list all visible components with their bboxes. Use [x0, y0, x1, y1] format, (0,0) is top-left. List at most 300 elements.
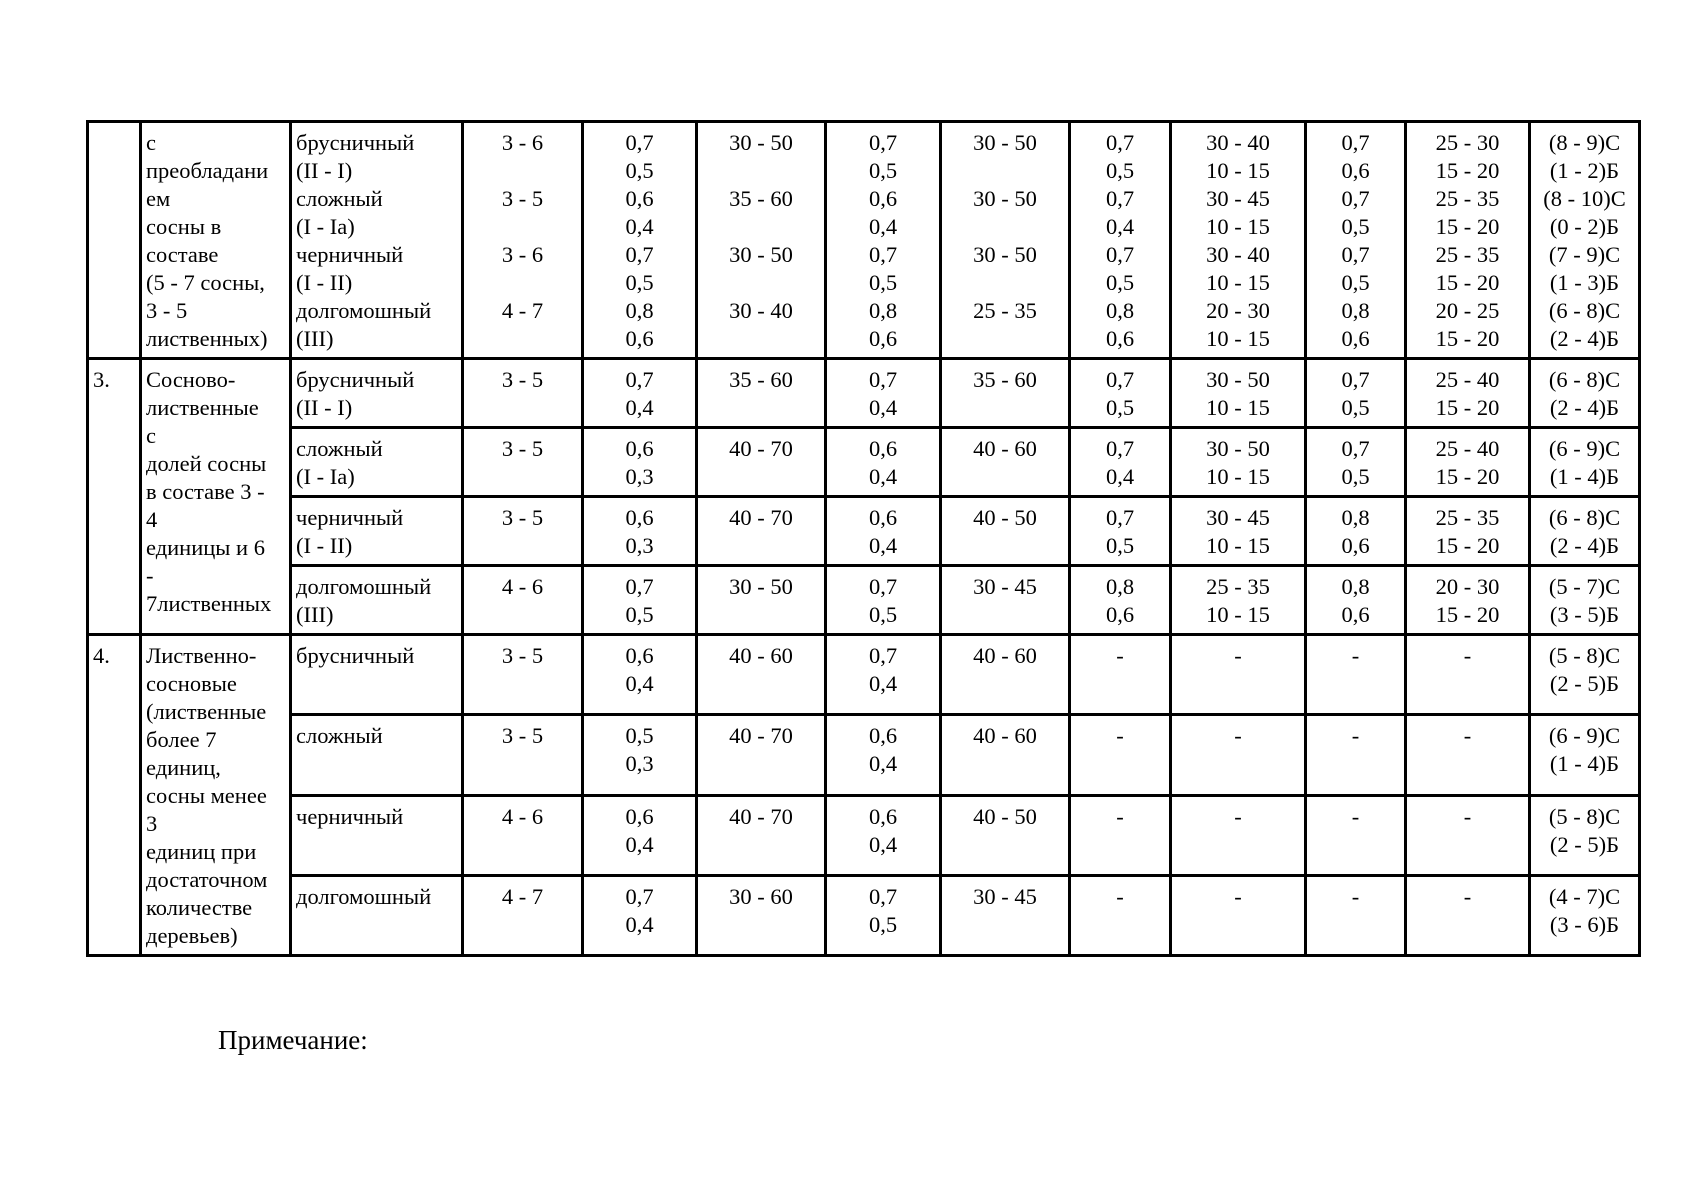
cell-line: 15 - 20 — [1435, 533, 1500, 558]
cell-line: сосны в — [146, 214, 222, 239]
cell-line: 0,7 — [1341, 436, 1370, 461]
cell-line: деревьев) — [146, 923, 238, 948]
cell-line: 3 - 6 — [501, 130, 544, 155]
cell-line: 0,4 — [1105, 464, 1135, 489]
row-number: 4. — [93, 643, 110, 668]
density-1-cell — [583, 795, 697, 875]
cell-line — [702, 269, 820, 297]
cell-line: 40 - 70 — [729, 436, 793, 461]
cell-line: черничный — [296, 505, 404, 530]
cell-line: 0,4 — [625, 831, 654, 857]
density-1-cell — [583, 566, 697, 635]
cell-line: 0,7 — [868, 242, 898, 267]
cell-line: 0,5 — [625, 602, 654, 627]
cell-line: 4 - 6 — [501, 803, 544, 829]
cell-line: 0,5 — [868, 270, 898, 295]
cell-line: 0,4 — [868, 395, 898, 420]
cell-line: 25 - 40 — [1435, 436, 1500, 461]
density-1-cell — [583, 635, 697, 715]
cell-line: брусничный — [296, 130, 415, 155]
cell-line: - — [1116, 643, 1124, 668]
composition-cell — [1530, 428, 1640, 497]
cell-line: (6 - 8)С — [1548, 298, 1621, 323]
cell-line: 0,5 — [1105, 270, 1135, 295]
density-3-cell — [1070, 497, 1171, 566]
cell-line: 0,7 — [625, 574, 654, 599]
cell-line: брусничный — [296, 643, 415, 668]
cell-line: 0,6 — [868, 326, 898, 351]
cell-line: (лиственные — [146, 699, 267, 724]
cell-line — [468, 325, 577, 353]
cell-line: 0,7 — [1105, 436, 1135, 461]
cell-line: 30 - 40 — [729, 298, 793, 323]
range-3-cell — [1171, 566, 1306, 635]
cell-line: 0,7 — [868, 367, 898, 392]
forest-type-cell — [291, 497, 463, 566]
table-row — [88, 428, 1640, 497]
cell-line: - — [1351, 883, 1360, 909]
cell-line: 30 - 45 — [973, 574, 1037, 599]
composition-cell — [1530, 795, 1640, 875]
cell-line: (2 - 4)Б — [1549, 533, 1620, 558]
cell-line: сосны менее — [146, 783, 267, 808]
table-row — [88, 715, 1640, 795]
cell-line: (I - Ia) — [296, 464, 355, 489]
cell-line: 0,8 — [1105, 298, 1135, 323]
table-row — [88, 122, 1640, 359]
cell-line — [946, 269, 1064, 297]
cell-line: 0,5 — [1341, 214, 1370, 239]
cell-line: долгомошный — [296, 883, 432, 909]
range-1-cell — [697, 795, 826, 875]
range-3-cell — [1171, 359, 1306, 428]
cell-line: (II - I) — [296, 395, 353, 420]
cell-line: 40 - 60 — [973, 436, 1037, 461]
cell-line: 0,5 — [625, 723, 654, 749]
cell-line: 10 - 15 — [1206, 214, 1270, 239]
cell-line: Лиственно- — [146, 643, 257, 668]
cell-line: 3 - 5 — [501, 723, 544, 749]
range-3-cell — [1171, 715, 1306, 795]
density-4-cell — [1306, 795, 1406, 875]
cell-line: 0,6 — [868, 186, 898, 211]
cell-line: 0,6 — [625, 436, 654, 461]
cell-line: 0,4 — [625, 671, 654, 696]
cell-line: 10 - 15 — [1206, 270, 1270, 295]
cell-line: (1 - 4)Б — [1549, 751, 1620, 777]
cell-line: 0,6 — [1105, 326, 1135, 351]
cell-line: 15 - 20 — [1435, 326, 1500, 351]
cell-line: 0,4 — [625, 214, 654, 239]
cell-line: 0,6 — [1105, 602, 1135, 627]
forest-type-cell — [291, 875, 463, 955]
cell-line: 0,4 — [625, 395, 654, 420]
table-row — [88, 635, 1640, 715]
cell-line: (8 - 9)С — [1548, 130, 1621, 155]
cell-line: 0,5 — [868, 911, 898, 937]
cell-line: составе — [146, 242, 219, 267]
cell-line: 0,4 — [868, 464, 898, 489]
cell-line: 0,5 — [1105, 158, 1135, 183]
cell-line: (III) — [296, 326, 334, 351]
cell-line: 0,6 — [1341, 602, 1370, 627]
cell-line: ем — [146, 186, 171, 211]
cell-line: - — [1116, 883, 1124, 909]
cell-line: 20 - 25 — [1435, 298, 1500, 323]
composition-cell — [1530, 497, 1640, 566]
density-3-cell — [1070, 875, 1171, 955]
density-3-cell — [1070, 566, 1171, 635]
age-cell — [463, 875, 583, 955]
forest-type-cell — [291, 428, 463, 497]
forest-type-cell — [291, 635, 463, 715]
density-1-cell — [583, 875, 697, 955]
density-3-cell — [1070, 122, 1171, 359]
cell-line: более 7 — [146, 727, 217, 752]
cell-line: (II - I) — [296, 158, 353, 183]
cell-line: 30 - 45 — [1206, 186, 1270, 211]
cell-line: 15 - 20 — [1435, 270, 1500, 295]
cell-line: 10 - 15 — [1206, 326, 1270, 351]
row-number-cell — [88, 635, 141, 956]
cell-line: 0,8 — [1341, 574, 1370, 599]
cell-line: 40 - 70 — [729, 505, 793, 530]
range-3-cell — [1171, 122, 1306, 359]
cell-line: 35 - 60 — [729, 367, 793, 392]
cell-line: (3 - 5)Б — [1549, 602, 1620, 627]
cell-line: (6 - 8)С — [1548, 505, 1621, 530]
range-4-cell — [1406, 795, 1530, 875]
cell-line: - — [1351, 803, 1360, 829]
range-2-cell — [941, 497, 1070, 566]
table-row — [88, 497, 1640, 566]
cell-line: (8 - 10)С — [1543, 186, 1626, 211]
density-4-cell — [1306, 497, 1406, 566]
forest-type-cell — [291, 122, 463, 359]
age-cell — [463, 359, 583, 428]
cell-line — [468, 213, 577, 241]
range-2-cell — [941, 875, 1070, 955]
cell-line: 0,6 — [625, 186, 654, 211]
stand-type-cell — [141, 635, 291, 956]
cell-line: 10 - 15 — [1206, 602, 1270, 627]
cell-line: 0,7 — [1341, 130, 1370, 155]
density-2-cell — [826, 428, 941, 497]
range-1-cell — [697, 359, 826, 428]
cell-line: 25 - 30 — [1435, 130, 1500, 155]
cell-line: 3 - 5 — [501, 186, 544, 211]
cell-line — [946, 325, 1064, 353]
density-4-cell — [1306, 635, 1406, 715]
density-4-cell — [1306, 875, 1406, 955]
cell-line: 0,7 — [1341, 242, 1370, 267]
range-2-cell — [941, 428, 1070, 497]
range-3-cell — [1171, 428, 1306, 497]
cell-line: - — [1116, 803, 1124, 829]
cell-line: (I - Ia) — [296, 214, 355, 239]
cell-line: 0,7 — [868, 883, 898, 909]
density-3-cell — [1070, 635, 1171, 715]
range-3-cell — [1171, 497, 1306, 566]
cell-line: 3 - 5 — [501, 436, 544, 461]
cell-line: 0,7 — [625, 130, 654, 155]
cell-line: (I - II) — [296, 533, 353, 558]
cell-line: (3 - 6)Б — [1549, 911, 1620, 937]
row-number-cell — [88, 122, 141, 359]
table-row — [88, 566, 1640, 635]
cell-line: 0,6 — [625, 803, 654, 829]
cell-line: 30 - 40 — [1206, 130, 1270, 155]
cell-line: 10 - 15 — [1206, 395, 1270, 420]
cell-line: (7 - 9)С — [1548, 242, 1621, 267]
composition-cell — [1530, 715, 1640, 795]
cell-line: 0,7 — [868, 574, 898, 599]
cell-line: - — [1234, 723, 1242, 749]
range-4-cell — [1406, 715, 1530, 795]
cell-line: единиц, — [146, 755, 221, 780]
cell-line: 25 - 35 — [1435, 242, 1500, 267]
cell-line: сосновые — [146, 671, 237, 696]
cell-line: 0,7 — [1105, 242, 1135, 267]
cell-line: 0,4 — [868, 751, 898, 777]
cell-line: 0,7 — [625, 242, 654, 267]
cell-line: (1 - 2)Б — [1549, 158, 1620, 183]
cell-line: 40 - 70 — [729, 803, 793, 829]
range-1-cell — [697, 122, 826, 359]
cell-line: 0,5 — [1105, 395, 1135, 420]
cell-line: 15 - 20 — [1435, 214, 1500, 239]
cell-line: 0,6 — [625, 505, 654, 530]
cell-line: 0,7 — [1341, 367, 1370, 392]
cell-line: 30 - 50 — [1206, 436, 1270, 461]
cell-line: 10 - 15 — [1206, 533, 1270, 558]
density-1-cell — [583, 359, 697, 428]
cell-line: - — [1463, 803, 1472, 829]
cell-line: - — [1234, 643, 1242, 668]
cell-line: 40 - 50 — [973, 505, 1037, 530]
range-1-cell — [697, 635, 826, 715]
cell-line: 10 - 15 — [1206, 158, 1270, 183]
range-1-cell — [697, 428, 826, 497]
cell-line: 0,4 — [868, 671, 898, 696]
cell-line: 0,6 — [868, 505, 898, 530]
density-2-cell — [826, 715, 941, 795]
cell-line: долей сосны — [146, 451, 267, 476]
range-2-cell — [941, 566, 1070, 635]
cell-line: (5 - 7)С — [1548, 574, 1621, 599]
cell-line: в составе 3 - — [146, 479, 265, 504]
composition-cell — [1530, 635, 1640, 715]
cell-line: 25 - 35 — [1435, 505, 1500, 530]
cell-line: 25 - 35 — [973, 298, 1037, 323]
range-1-cell — [697, 875, 826, 955]
density-4-cell — [1306, 566, 1406, 635]
cell-line: 25 - 35 — [1206, 574, 1270, 599]
cell-line: 15 - 20 — [1435, 158, 1500, 183]
cell-line: сложный — [296, 436, 383, 461]
cell-line: 25 - 35 — [1435, 186, 1500, 211]
cell-line: 15 - 20 — [1435, 395, 1500, 420]
cell-line: достаточном — [146, 867, 268, 892]
cell-line: 4 - 7 — [501, 298, 544, 323]
range-4-cell — [1406, 359, 1530, 428]
range-4-cell — [1406, 122, 1530, 359]
age-cell — [463, 497, 583, 566]
cell-line: 4 - 7 — [501, 883, 544, 909]
composition-cell — [1530, 122, 1640, 359]
cell-line: 0,7 — [1105, 505, 1135, 530]
cell-line: - — [1234, 883, 1242, 909]
range-2-cell — [941, 795, 1070, 875]
cell-line: Сосново- — [146, 367, 236, 392]
range-4-cell — [1406, 428, 1530, 497]
range-2-cell — [941, 715, 1070, 795]
cell-line: (6 - 9)С — [1548, 723, 1621, 749]
density-2-cell — [826, 635, 941, 715]
cell-line: 7лиственных — [146, 591, 272, 616]
cell-line: 0,7 — [1105, 367, 1135, 392]
cell-line: (I - II) — [296, 270, 353, 295]
cell-line: 0,7 — [1341, 186, 1370, 211]
row-number: 3. — [93, 367, 110, 392]
cell-line: 0,7 — [625, 883, 654, 909]
cell-line: преобладани — [146, 158, 269, 183]
cell-line: - — [1234, 803, 1242, 829]
cell-line: 3 - 6 — [501, 242, 544, 267]
cell-line: 35 - 60 — [729, 186, 793, 211]
cell-line: 40 - 60 — [729, 643, 793, 668]
cell-line: 0,3 — [625, 751, 654, 777]
density-2-cell — [826, 359, 941, 428]
cell-line: 40 - 60 — [973, 723, 1037, 749]
cell-line: 30 - 50 — [973, 242, 1037, 267]
cell-line: сложный — [296, 186, 383, 211]
cell-line: (5 - 8)С — [1548, 803, 1621, 829]
cell-line: - — [1116, 723, 1124, 749]
row-number-cell — [88, 359, 141, 635]
density-2-cell — [826, 795, 941, 875]
range-4-cell — [1406, 875, 1530, 955]
cell-line: единицы и 6 — [146, 535, 265, 560]
cell-line: 0,7 — [868, 130, 898, 155]
cell-line: 3 - 5 — [501, 643, 544, 668]
cell-line — [946, 157, 1064, 185]
age-cell — [463, 795, 583, 875]
cell-line: черничный — [296, 803, 404, 829]
cell-line: 0,6 — [868, 436, 898, 461]
cell-line — [702, 325, 820, 353]
cell-line: 30 - 40 — [1206, 242, 1270, 267]
density-4-cell — [1306, 359, 1406, 428]
composition-cell — [1530, 566, 1640, 635]
age-cell — [463, 428, 583, 497]
table-row — [88, 875, 1640, 955]
density-3-cell — [1070, 795, 1171, 875]
cell-line: 30 - 50 — [729, 242, 793, 267]
cell-line: 15 - 20 — [1435, 464, 1500, 489]
forest-type-cell — [291, 566, 463, 635]
cell-line: 0,5 — [625, 158, 654, 183]
cell-line: 40 - 50 — [973, 803, 1037, 829]
density-1-cell — [583, 715, 697, 795]
cell-line: 3 — [146, 811, 158, 836]
cell-line: (III) — [296, 602, 334, 627]
row-number — [93, 129, 135, 157]
cell-line: 20 - 30 — [1435, 574, 1500, 599]
cell-line — [946, 213, 1064, 241]
density-3-cell — [1070, 359, 1171, 428]
range-2-cell — [941, 122, 1070, 359]
forest-type-cell — [291, 795, 463, 875]
range-4-cell — [1406, 497, 1530, 566]
cell-line: 0,6 — [625, 326, 654, 351]
cell-line: (5 - 8)С — [1548, 643, 1621, 668]
table-row — [88, 359, 1640, 428]
cell-line: 0,7 — [1105, 186, 1135, 211]
cell-line — [468, 269, 577, 297]
cell-line: 0,5 — [1341, 270, 1370, 295]
cell-line: 4 — [146, 507, 158, 532]
cell-line: - — [1463, 723, 1472, 749]
density-2-cell — [826, 497, 941, 566]
cell-line — [702, 157, 820, 185]
cell-line: 30 - 50 — [1206, 367, 1270, 392]
cell-line: 0,5 — [1105, 533, 1135, 558]
cell-line: 0,5 — [625, 270, 654, 295]
table-row — [88, 795, 1640, 875]
cell-line: 30 - 50 — [729, 130, 793, 155]
density-3-cell — [1070, 428, 1171, 497]
cell-line: 0,6 — [868, 803, 898, 829]
age-cell — [463, 566, 583, 635]
cell-line: - — [1463, 883, 1472, 909]
range-1-cell — [697, 566, 826, 635]
cell-line: 15 - 20 — [1435, 602, 1500, 627]
cell-line: 40 - 70 — [729, 723, 793, 749]
cell-line: 0,5 — [1341, 464, 1370, 489]
cell-line: 0,7 — [868, 643, 898, 668]
composition-cell — [1530, 359, 1640, 428]
range-1-cell — [697, 497, 826, 566]
density-2-cell — [826, 122, 941, 359]
cell-line: (2 - 4)Б — [1549, 326, 1620, 351]
cell-line: количестве — [146, 895, 253, 920]
cell-line: 0,3 — [625, 464, 654, 489]
cell-line: (5 - 7 сосны, — [146, 270, 265, 295]
note-label: Примечание: — [218, 1025, 368, 1055]
forest-type-cell — [291, 715, 463, 795]
cell-line: черничный — [296, 242, 404, 267]
density-3-cell — [1070, 715, 1171, 795]
cell-line: - — [1351, 643, 1360, 668]
cell-line: (2 - 5)Б — [1549, 831, 1620, 857]
cell-line: 0,6 — [1341, 533, 1370, 558]
range-3-cell — [1171, 875, 1306, 955]
cell-line: с — [146, 130, 156, 155]
density-1-cell — [583, 497, 697, 566]
cell-line: 0,3 — [625, 533, 654, 558]
range-1-cell — [697, 715, 826, 795]
cell-line: 0,4 — [868, 831, 898, 857]
cell-line: 0,8 — [1341, 505, 1370, 530]
cell-line: (2 - 5)Б — [1549, 671, 1620, 696]
stand-type-cell — [141, 122, 291, 359]
cell-line: лиственные — [146, 395, 259, 420]
density-4-cell — [1306, 428, 1406, 497]
cell-line: 0,5 — [1341, 395, 1370, 420]
forest-thinning-table — [86, 120, 1641, 957]
cell-line: 25 - 40 — [1435, 367, 1500, 392]
